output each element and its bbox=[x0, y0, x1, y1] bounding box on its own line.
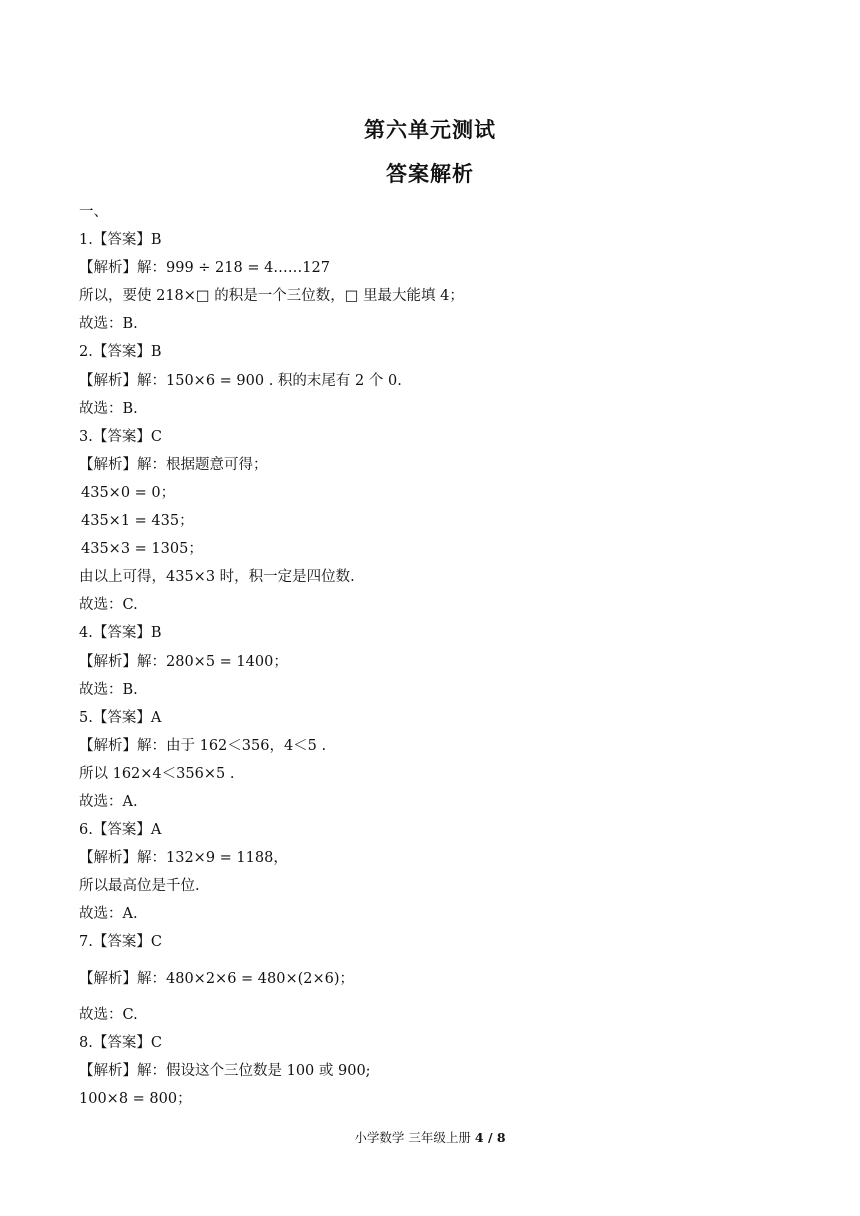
answer-4: 4.【答案】B bbox=[79, 625, 162, 642]
page-footer bbox=[0, 1128, 860, 1146]
page-subtitle: 答案解析 bbox=[386, 162, 474, 186]
footer-text: 小学数学 三年级上册 bbox=[354, 1130, 471, 1145]
analysis-4: 【解析】解：280×5 = 1400； bbox=[79, 653, 288, 670]
analysis-7: 【解析】解：480×2×6 = 480×(2×6)； bbox=[79, 970, 355, 987]
answer-5: 5.【答案】A bbox=[79, 709, 162, 726]
analysis-1: 【解析】解：999 ÷ 218 = 4……127 bbox=[79, 260, 330, 277]
choice-7: 故选：C. bbox=[79, 1006, 138, 1023]
page-number: 4 / 8 bbox=[474, 1130, 506, 1145]
analysis-6-line-2: 所以最高位是千位. bbox=[79, 878, 200, 895]
choice-3: 故选：C. bbox=[79, 597, 138, 614]
analysis-3-conclusion: 由以上可得，435×3 时，积一定是四位数. bbox=[79, 569, 355, 586]
answer-content bbox=[79, 198, 779, 1113]
analysis-3-eq-2: 435×1 = 435； bbox=[81, 513, 194, 530]
analysis-3-eq-1: 435×0 = 0； bbox=[81, 484, 176, 501]
analysis-1-line-2: 所以，要使 218×□ 的积是一个三位数，□ 里最大能填 4； bbox=[79, 288, 464, 305]
choice-5: 故选：A. bbox=[79, 793, 138, 810]
analysis-5-line-2: 所以 162×4＜356×5 . bbox=[79, 765, 235, 782]
answer-8: 8.【答案】C bbox=[79, 1034, 162, 1051]
choice-6: 故选：A. bbox=[79, 906, 138, 923]
choice-4: 故选：B. bbox=[79, 681, 138, 698]
page-title: 第六单元测试 bbox=[364, 118, 496, 142]
analysis-3-eq-3: 435×3 = 1305； bbox=[81, 541, 203, 558]
analysis-8: 【解析】解：假设这个三位数是 100 或 900; bbox=[79, 1062, 371, 1079]
section-heading: 一、 bbox=[79, 204, 108, 220]
analysis-5: 【解析】解：由于 162＜356，4＜5 . bbox=[79, 737, 327, 754]
choice-2: 故选：B. bbox=[79, 400, 138, 417]
answer-2: 2.【答案】B bbox=[79, 344, 162, 361]
answer-7: 7.【答案】C bbox=[79, 934, 162, 951]
analysis-2: 【解析】解：150×6 = 900 . 积的末尾有 2 个 0. bbox=[79, 372, 402, 389]
analysis-3: 【解析】解：根据题意可得； bbox=[79, 456, 268, 473]
analysis-6: 【解析】解：132×9 = 1188， bbox=[79, 850, 288, 867]
answer-3: 3.【答案】C bbox=[79, 428, 162, 445]
analysis-8-eq-1: 100×8 = 800； bbox=[79, 1090, 192, 1107]
answer-6: 6.【答案】A bbox=[79, 822, 162, 839]
answer-1: 1.【答案】B bbox=[79, 232, 162, 249]
choice-1: 故选：B. bbox=[79, 316, 138, 333]
